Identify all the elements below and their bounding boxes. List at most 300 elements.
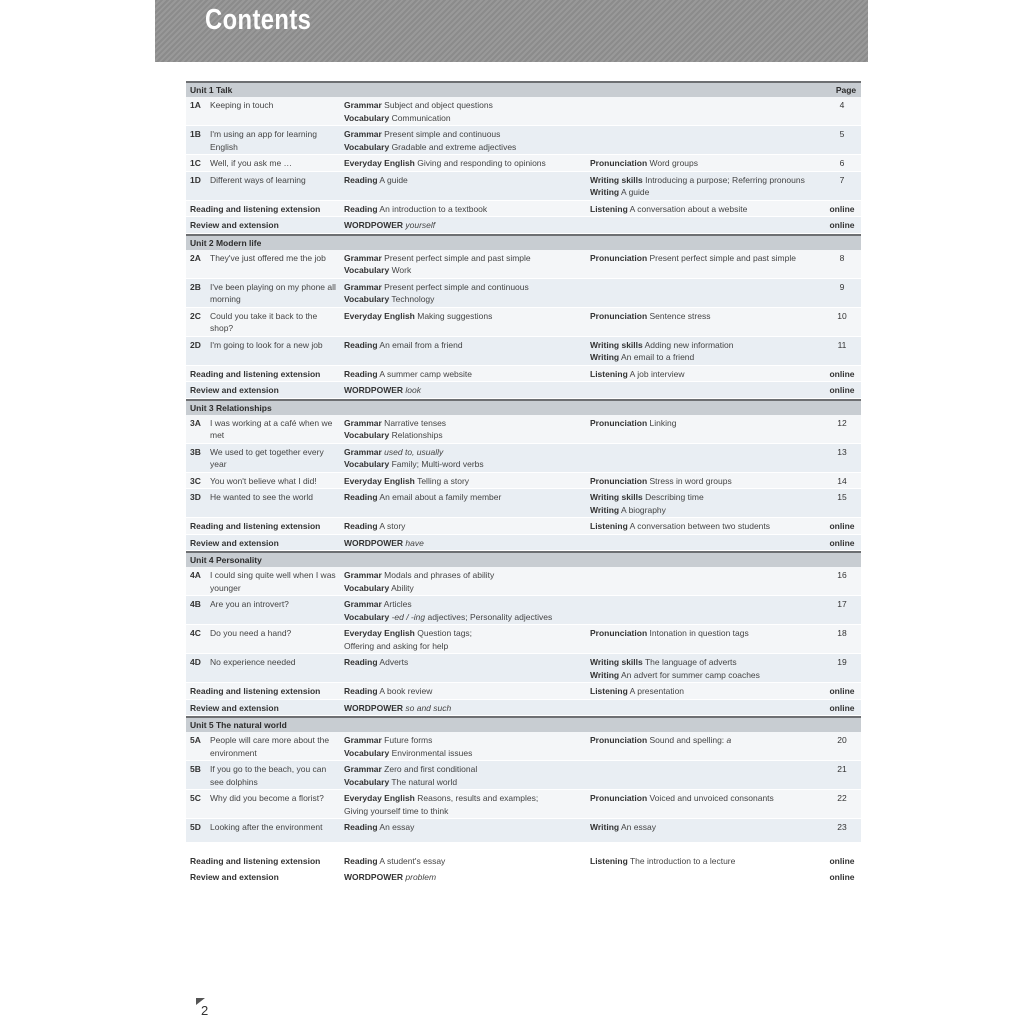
skills-focus-line (590, 504, 823, 517)
label-keyword: Pronunciation (590, 417, 648, 428)
language-focus-line (344, 537, 590, 550)
label-keyword: Writing (590, 187, 620, 197)
lesson-code: 2D (190, 339, 201, 350)
label-keyword: Reading (344, 657, 378, 667)
text-segment: A presentation (627, 686, 685, 696)
language-focus-line (344, 157, 590, 170)
text-segment: A conversation between two students (627, 521, 771, 531)
language-focus-line (344, 734, 590, 747)
text-segment: Sound and spelling: (647, 735, 727, 745)
lesson-row[interactable] (186, 250, 861, 279)
skills-focus-line (590, 475, 823, 488)
label-keyword: Vocabulary (344, 747, 390, 758)
label-keyword: Everyday English (344, 628, 415, 638)
page-ref[interactable]: 9 (839, 281, 845, 292)
skills-focus-line (590, 669, 823, 682)
skills-focus-line (590, 157, 823, 170)
lesson-title: Could you take it back to the shop? (210, 310, 318, 333)
language-focus-line (344, 310, 590, 323)
lesson-title: Looking after the environment (210, 822, 323, 832)
text-segment: adjectives; Personality adjectives (425, 611, 553, 622)
label-keyword: Grammar (344, 252, 382, 263)
skills-focus (590, 157, 823, 170)
extension-row[interactable] (186, 869, 861, 886)
skills-focus-line (590, 203, 823, 216)
lesson-title: Well, if you ask me … (210, 158, 293, 168)
skills-focus (590, 656, 823, 681)
text-segment: A conversation about a website (627, 203, 748, 214)
skills-focus-line (590, 252, 823, 265)
text-segment: Voiced and unvoiced consonants (647, 793, 774, 803)
skills-focus (590, 685, 823, 698)
text-segment: A job interview (627, 368, 685, 379)
lesson-code: 4D (190, 657, 201, 667)
label-keyword: Reading (344, 492, 378, 502)
page-ref[interactable]: online (829, 368, 855, 379)
label-keyword: Vocabulary (344, 776, 390, 787)
lesson-code: 1B (190, 129, 201, 139)
lesson-title: I'm going to look for a new job (210, 339, 323, 350)
lesson-title: You won't believe what I did! (210, 475, 317, 486)
label-keyword: Everyday English (344, 475, 415, 486)
page-ref[interactable]: online (829, 686, 855, 696)
language-focus (344, 855, 590, 868)
language-focus-line (344, 685, 590, 698)
lesson-row[interactable] (186, 337, 861, 366)
language-focus-line (344, 611, 590, 624)
language-focus-line (344, 627, 590, 640)
text-segment: Ability (389, 582, 414, 593)
language-focus (344, 734, 590, 759)
unit-title: Unit 5 The natural world (190, 720, 287, 730)
text-segment: Present perfect simple and past simple (647, 252, 796, 263)
language-focus-line (344, 203, 590, 216)
text-segment: A summer camp website (377, 368, 473, 379)
page-ref[interactable]: online (829, 872, 855, 882)
unit-title: Unit 3 Relationships (190, 402, 272, 413)
language-focus-line (344, 429, 590, 442)
language-focus-line (344, 640, 590, 653)
language-focus (344, 384, 590, 397)
extension-row[interactable] (186, 366, 861, 383)
unit-header (186, 399, 861, 415)
text-segment: Present perfect simple and past simple (381, 252, 531, 263)
text-segment: Offering and asking for help (344, 640, 449, 651)
text-segment: Stress in word groups (647, 475, 732, 486)
text-segment: Reasons, results and examples; (414, 793, 539, 803)
language-focus (344, 128, 590, 153)
text-segment: An email from a friend (377, 339, 463, 350)
skills-focus (590, 310, 823, 335)
label-keyword: Pronunciation (590, 252, 648, 263)
language-focus (344, 417, 590, 442)
italic-term: used to, usually (381, 446, 444, 457)
lesson-row[interactable] (186, 97, 861, 126)
label-keyword: Vocabulary (344, 265, 390, 275)
page-ref[interactable]: 16 (837, 570, 847, 580)
text-segment: Intonation in question tags (647, 628, 749, 638)
text-segment: A guide (377, 174, 408, 185)
lesson-code: 3C (190, 475, 201, 486)
skills-focus (590, 417, 823, 442)
skills-focus (590, 702, 823, 715)
label-keyword: Vocabulary (344, 430, 390, 440)
page-column-label: Page (835, 85, 857, 95)
label-keyword: Listening (590, 686, 628, 696)
text-segment: Articles (381, 599, 412, 609)
lesson-title: He wanted to see the world (210, 492, 314, 502)
label-keyword: Grammar (344, 100, 382, 110)
label-keyword: Grammar (344, 417, 382, 428)
language-focus (344, 491, 590, 516)
label-keyword: Grammar (344, 735, 382, 745)
italic-term: so and such (403, 702, 452, 713)
label-keyword: Writing skills (590, 492, 643, 502)
italic-term: look (403, 385, 421, 395)
page-ref[interactable]: online (829, 537, 855, 548)
lesson-code: 3A (190, 417, 201, 428)
label-keyword: Reading (344, 203, 378, 214)
label-keyword: Reading (344, 822, 378, 832)
language-focus-line (344, 141, 590, 154)
language-focus-line (344, 569, 590, 582)
text-segment: The introduction to a lecture (627, 855, 736, 866)
lesson-row[interactable] (186, 308, 861, 337)
extension-title: Reading and listening extension (190, 368, 321, 379)
language-focus-line (344, 368, 590, 381)
skills-focus-line (590, 186, 823, 199)
page-ref[interactable]: 4 (839, 100, 845, 110)
page-ref[interactable]: 19 (837, 657, 847, 667)
page-number: 2 (201, 1003, 209, 1018)
language-focus-line (344, 417, 590, 430)
lesson-code: 4C (190, 628, 201, 638)
page-ref[interactable]: 6 (839, 158, 845, 168)
page-ref[interactable]: 22 (837, 793, 847, 803)
label-keyword: Grammar (344, 570, 382, 580)
skills-focus (590, 537, 823, 550)
language-focus-line (344, 747, 590, 760)
skills-focus-line (590, 520, 823, 533)
text-segment: Linking (647, 417, 677, 428)
label-keyword: Vocabulary (344, 112, 390, 123)
italic-term: yourself (403, 220, 436, 230)
extension-row[interactable] (186, 201, 861, 218)
text-segment: An essay (619, 822, 656, 832)
page-ref[interactable]: 7 (839, 174, 845, 185)
label-keyword: Everyday English (344, 793, 415, 803)
page-ref[interactable]: 14 (837, 475, 847, 486)
extension-title: Review and extension (190, 537, 279, 548)
label-keyword: Vocabulary (344, 611, 390, 622)
language-focus (344, 627, 590, 652)
label-keyword: Grammar (344, 281, 382, 292)
lesson-title: People will care more about the environment (210, 735, 330, 758)
skills-focus (590, 491, 823, 516)
label-keyword: WORDPOWER (344, 385, 404, 395)
skills-focus-line (590, 734, 823, 747)
label-keyword: Reading (344, 686, 378, 696)
lesson-code: 5A (190, 735, 201, 745)
page-ref[interactable]: 20 (837, 735, 847, 745)
language-focus-line (344, 520, 590, 533)
text-segment: Work (389, 265, 412, 275)
skills-focus-line (590, 310, 823, 323)
language-focus-line (344, 656, 590, 669)
skills-focus (590, 128, 823, 153)
language-focus-line (344, 702, 590, 715)
lesson-row[interactable] (186, 790, 861, 819)
lesson-row[interactable] (186, 126, 861, 155)
language-focus-line (344, 598, 590, 611)
text-segment: An essay (377, 822, 415, 832)
language-focus (344, 685, 590, 698)
language-focus (344, 520, 590, 533)
language-focus-line (344, 99, 590, 112)
language-focus-line (344, 805, 590, 818)
skills-focus (590, 174, 823, 199)
lesson-title: No experience needed (210, 657, 296, 667)
text-segment: Communication (389, 112, 451, 123)
extension-row[interactable] (186, 217, 861, 234)
lesson-row[interactable] (186, 473, 861, 490)
unit-header (186, 81, 861, 97)
page-ref[interactable]: online (829, 385, 855, 395)
skills-focus (590, 627, 823, 652)
text-segment: A guide (619, 187, 650, 197)
language-focus-line (344, 219, 590, 232)
page-ref[interactable]: online (829, 521, 855, 531)
italic-term: problem (403, 872, 437, 882)
lesson-title: Why did you become a florist? (210, 793, 324, 803)
skills-focus (590, 339, 823, 364)
skills-focus-line (590, 821, 823, 834)
language-focus (344, 537, 590, 550)
language-focus-line (344, 264, 590, 277)
skills-focus-line (590, 627, 823, 640)
extension-row[interactable] (186, 683, 861, 700)
page-ref[interactable]: 11 (837, 339, 847, 350)
skills-focus (590, 871, 823, 884)
italic-term: -ed / -ing (389, 611, 426, 622)
extension-title: Reading and listening extension (190, 521, 321, 531)
skills-focus (590, 734, 823, 759)
skills-focus-line (590, 656, 823, 669)
page-ref[interactable]: 10 (837, 310, 847, 321)
language-focus-line (344, 384, 590, 397)
extension-row[interactable] (186, 518, 861, 535)
extension-title: Reading and listening extension (190, 203, 321, 214)
label-keyword: Pronunciation (590, 735, 648, 745)
skills-focus-line (590, 491, 823, 504)
language-focus (344, 281, 590, 306)
lesson-row[interactable] (186, 415, 861, 444)
text-segment: Telling a story (414, 475, 470, 486)
extension-title: Review and extension (190, 872, 279, 882)
language-focus (344, 310, 590, 335)
lesson-code: 1C (190, 158, 201, 168)
page-ref[interactable]: 18 (837, 628, 847, 638)
skills-focus-line (590, 339, 823, 352)
lesson-row[interactable] (186, 444, 861, 473)
page-ref[interactable]: 21 (837, 764, 847, 774)
language-focus-line (344, 871, 590, 884)
language-focus-line (344, 339, 590, 352)
language-focus-line (344, 763, 590, 776)
extension-row[interactable] (186, 382, 861, 399)
language-focus-line (344, 458, 590, 471)
lesson-row[interactable] (186, 654, 861, 683)
language-focus-line (344, 128, 590, 141)
language-focus (344, 821, 590, 834)
language-focus (344, 475, 590, 488)
language-focus-line (344, 252, 590, 265)
unit-header (186, 234, 861, 250)
skills-focus (590, 520, 823, 533)
label-keyword: Writing skills (590, 174, 643, 185)
label-keyword: WORDPOWER (344, 702, 404, 713)
lesson-row[interactable] (186, 732, 861, 761)
skills-focus (590, 281, 823, 306)
label-keyword: Writing skills (590, 339, 643, 350)
page-ref[interactable]: online (829, 220, 855, 230)
text-segment: Gradable and extreme adjectives (389, 141, 517, 152)
lesson-row[interactable] (186, 155, 861, 172)
extension-title: Reading and listening extension (190, 686, 321, 696)
label-keyword: Reading (344, 339, 378, 350)
lesson-row[interactable] (186, 172, 861, 201)
extension-title: Review and extension (190, 220, 279, 230)
label-keyword: Vocabulary (344, 141, 390, 152)
language-focus (344, 339, 590, 364)
text-segment: A biography (619, 504, 666, 515)
lesson-row[interactable] (186, 567, 861, 596)
page-ref[interactable]: 5 (839, 129, 845, 139)
text-segment: Zero and first conditional (381, 764, 478, 774)
lesson-title: Keeping in touch (210, 100, 274, 110)
text-segment: Family; Multi-word verbs (389, 459, 484, 469)
skills-focus (590, 792, 823, 817)
skills-focus-line (590, 855, 823, 868)
text-segment: Word groups (647, 158, 699, 168)
language-focus (344, 99, 590, 124)
label-keyword: Everyday English (344, 158, 415, 168)
extension-row[interactable] (186, 700, 861, 717)
page-ref[interactable]: online (829, 702, 855, 713)
text-segment: Environmental issues (389, 747, 473, 758)
text-segment: Making suggestions (414, 310, 493, 321)
label-keyword: Reading (344, 855, 378, 866)
skills-focus-line (590, 685, 823, 698)
lesson-row[interactable] (186, 761, 861, 790)
lesson-code: 2B (190, 281, 201, 292)
label-keyword: Listening (590, 521, 628, 531)
extension-title: Reading and listening extension (190, 855, 321, 866)
text-segment: Adverts (377, 657, 409, 667)
label-keyword: Pronunciation (590, 158, 648, 168)
lesson-title: Different ways of learning (210, 174, 306, 185)
page-ref[interactable]: online (829, 855, 855, 866)
text-segment: Giving yourself time to think (344, 805, 449, 816)
label-keyword: Grammar (344, 129, 382, 139)
page-ref[interactable]: 12 (837, 417, 847, 428)
skills-focus (590, 855, 823, 868)
language-focus-line (344, 491, 590, 504)
skills-focus-line (590, 417, 823, 430)
lesson-row[interactable] (186, 489, 861, 518)
page-ref[interactable]: 17 (837, 599, 847, 609)
text-segment: Present perfect simple and continuous (381, 281, 529, 292)
label-keyword: Writing (590, 352, 620, 362)
skills-focus-line (590, 174, 823, 187)
language-focus (344, 174, 590, 199)
skills-focus-line (590, 792, 823, 805)
page-ref[interactable]: online (829, 203, 855, 214)
page-ref[interactable]: 13 (837, 446, 847, 457)
skills-focus (590, 569, 823, 594)
lesson-row[interactable] (186, 819, 861, 843)
skills-focus (590, 368, 823, 381)
skills-focus (590, 99, 823, 124)
page-ref[interactable]: 15 (837, 492, 847, 502)
label-keyword: Vocabulary (344, 459, 390, 469)
lesson-title: I could sing quite well when I was younger (210, 570, 336, 593)
language-focus (344, 157, 590, 170)
label-keyword: Writing (590, 822, 620, 832)
language-focus-line (344, 855, 590, 868)
extension-title: Review and extension (190, 385, 279, 395)
language-focus (344, 252, 590, 277)
page-ref[interactable]: 8 (839, 252, 845, 263)
extension-title: Review and extension (190, 702, 279, 713)
row-spacer (186, 843, 861, 853)
label-keyword: Vocabulary (344, 294, 390, 304)
language-focus (344, 792, 590, 817)
lesson-code: 4A (190, 570, 201, 580)
lesson-code: 5C (190, 793, 201, 803)
skills-focus-line (590, 368, 823, 381)
skills-focus (590, 475, 823, 488)
lesson-row[interactable] (186, 596, 861, 625)
language-focus (344, 702, 590, 715)
extension-row[interactable] (186, 535, 861, 552)
label-keyword: Writing (590, 669, 620, 680)
skills-focus (590, 219, 823, 232)
lesson-title: I'm using an app for learning English (210, 129, 317, 152)
label-keyword: Listening (590, 368, 628, 379)
label-keyword: Reading (344, 174, 378, 185)
language-focus (344, 368, 590, 381)
language-focus (344, 598, 590, 623)
lesson-row[interactable] (186, 279, 861, 308)
label-keyword: Grammar (344, 764, 382, 774)
language-focus-line (344, 446, 590, 459)
text-segment: An email about a family member (377, 492, 502, 502)
extension-row[interactable] (186, 853, 861, 870)
language-focus-line (344, 821, 590, 834)
language-focus-line (344, 281, 590, 294)
page-ref[interactable]: 23 (837, 822, 847, 832)
text-segment: The language of adverts (642, 657, 737, 667)
label-keyword: Pronunciation (590, 475, 648, 486)
label-keyword: WORDPOWER (344, 872, 404, 882)
lesson-title: I was working at a café when we met (210, 417, 333, 440)
text-segment: Describing time (642, 492, 704, 502)
language-focus-line (344, 293, 590, 306)
skills-focus (590, 203, 823, 216)
lesson-row[interactable] (186, 625, 861, 654)
text-segment: Technology (389, 294, 435, 304)
